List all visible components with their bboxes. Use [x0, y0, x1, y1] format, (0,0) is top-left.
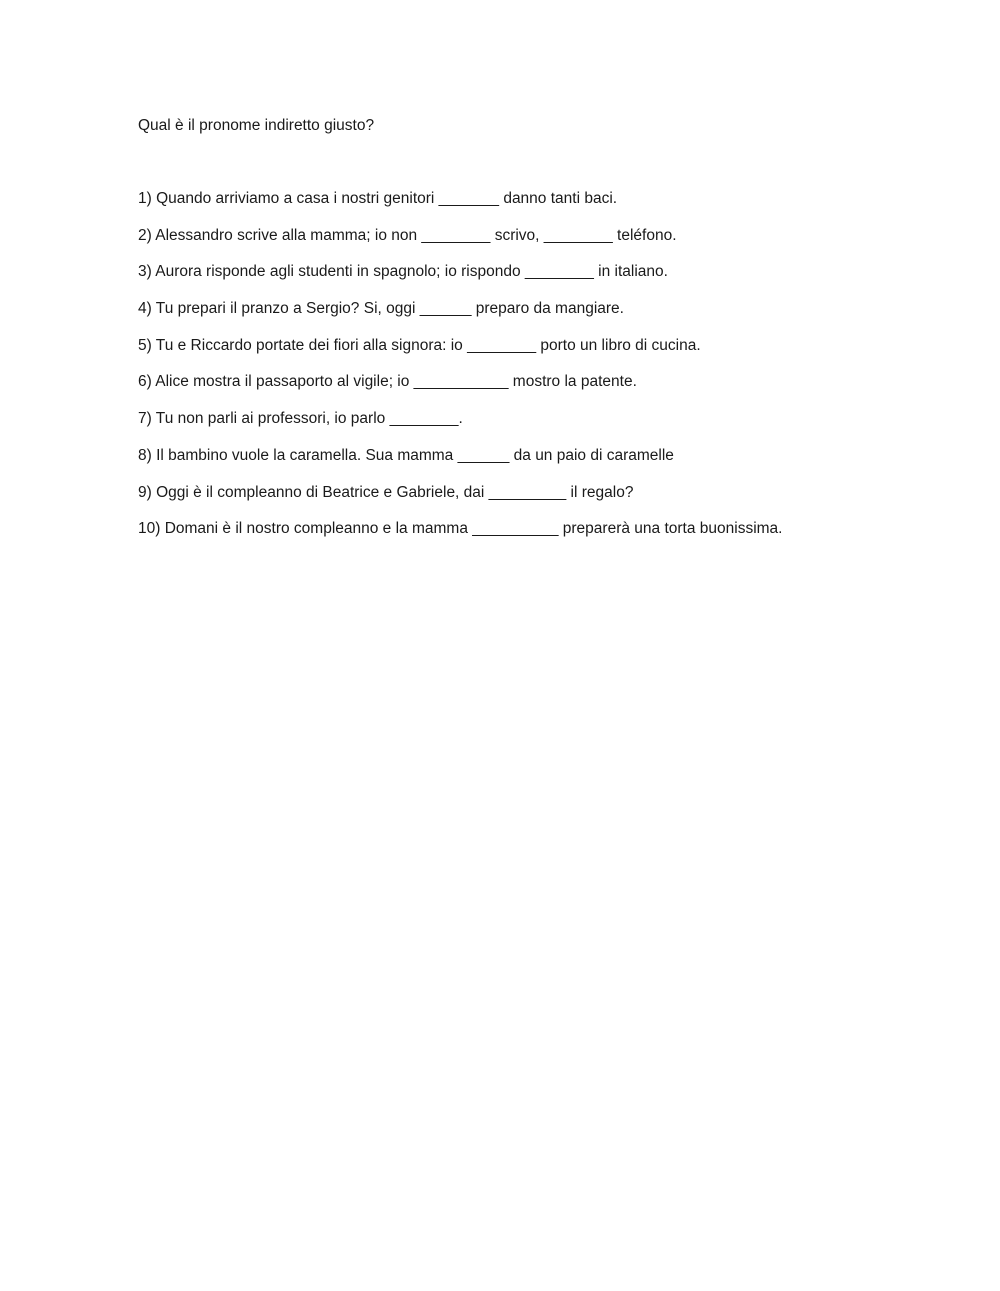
- question-5: 5) Tu e Riccardo portate dei fiori alla signora: io ________ porto un libro di cucina.: [138, 336, 701, 354]
- question-list: [138, 189, 782, 556]
- question-8: 8) Il bambino vuole la caramella. Sua mamma ______ da un paio di caramelle: [138, 446, 674, 464]
- question-1: 1) Quando arriviamo a casa i nostri genitori _______ danno tanti baci.: [138, 190, 618, 207]
- question-6: 6) Alice mostra il passaporto al vigile; io ___________ mostro la patente.: [138, 373, 637, 391]
- question-9: 9) Oggi è il compleanno di Beatrice e Gabriele, dai _________ il regalo?: [138, 483, 634, 501]
- question-7: 7) Tu non parli ai professori, io parlo ________.: [138, 410, 463, 428]
- question-3: 3) Aurora risponde agli studenti in spagnolo; io rispondo ________ in italiano.: [138, 263, 668, 281]
- worksheet-title: Qual è il pronome indiretto giusto?: [138, 117, 375, 134]
- question-4: 4) Tu prepari il pranzo a Sergio? Si, oggi ______ preparo da mangiare.: [138, 300, 624, 318]
- question-2: 2) Alessandro scrive alla mamma; io non ________ scrivo, ________ teléfono.: [138, 226, 677, 244]
- question-10: 10) Domani è il nostro compleanno e la mamma __________ preparerà una torta buonissima.: [138, 520, 783, 538]
